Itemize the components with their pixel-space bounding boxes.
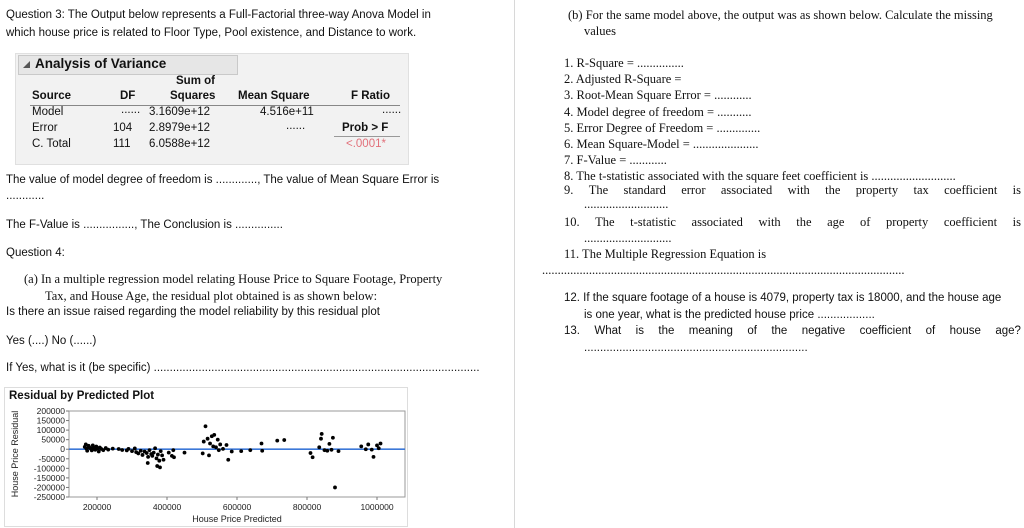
anova-title-bar[interactable] (18, 55, 238, 75)
item13-word: age? (995, 325, 1021, 337)
header-df: DF (120, 90, 136, 102)
row-model-df: ...... (121, 104, 141, 116)
residual-point (160, 453, 164, 457)
item13-word: meaning (688, 325, 733, 337)
item9-blank: ........................... (584, 197, 669, 211)
plot-frame (69, 411, 405, 497)
item9-word: coefficient (944, 183, 998, 197)
item13-line (564, 325, 1021, 337)
residual-point (282, 438, 286, 442)
residual-point (239, 449, 243, 453)
item13-word: the (658, 325, 675, 337)
item10-word: the (796, 215, 812, 229)
item13-word: house (949, 325, 981, 337)
q4-if-yes: If Yes, what is it (be specific) ...................................................................................................... (6, 362, 480, 374)
item12-line1: 12. If the square footage of a house is 4079, property tax is 18000, and the house age (564, 292, 1002, 304)
item9-word: property (855, 183, 899, 197)
q3-mse-blank: ............ (6, 190, 45, 202)
item9-word: error (681, 183, 706, 197)
item13-word: 13. (564, 325, 580, 337)
header-rule (30, 105, 400, 106)
y-tick-label: -100000 (33, 463, 65, 474)
item9-word: associated (720, 183, 773, 197)
y-tick-label: -200000 (33, 482, 65, 493)
residual-point (260, 449, 264, 453)
item10-word: of (859, 215, 871, 229)
residual-point (319, 437, 323, 441)
residual-point (106, 448, 110, 452)
row-model-f: ...... (382, 104, 402, 116)
item13-word: coefficient (859, 325, 912, 337)
item13-word: the (771, 325, 788, 337)
residual-point (230, 450, 234, 454)
item10-blank: ............................ (584, 231, 672, 245)
x-tick-label: 600000 (222, 502, 252, 512)
item11-text: 11. The Multiple Regression Equation is (564, 247, 767, 261)
q3-fvalue-line: The F-Value is ................, The Conclusion is ............... (6, 219, 283, 231)
residual-point (141, 453, 145, 457)
residual-point (330, 448, 334, 452)
header-f-ratio: F Ratio (351, 90, 390, 102)
residual-point (325, 449, 329, 453)
residual-point (208, 442, 212, 446)
q4-heading: Question 4: (6, 247, 65, 259)
anova-table (15, 53, 409, 165)
residual-point (167, 451, 171, 455)
residual-point (117, 447, 121, 451)
b-intro-line1: (b) For the same model above, the output was as shown below. Calculate the missing (568, 8, 993, 22)
item9-word: tax (913, 183, 929, 197)
y-tick-label: 100000 (36, 425, 65, 436)
residual-point (202, 440, 206, 444)
b-item-8: 8. The t-statistic associated with the square feet coefficient is ........................... (564, 169, 956, 184)
item10-word: t-statistic (630, 215, 676, 229)
b-intro-line2: values (584, 24, 616, 38)
residual-point (311, 455, 315, 459)
residual-point (217, 448, 221, 452)
residual-point (201, 452, 205, 456)
item10-word: 10. (564, 215, 580, 229)
row-total-df: 111 (113, 138, 131, 150)
residual-point (111, 447, 115, 451)
residual-point (214, 445, 218, 449)
b-item-4: 4. Model degree of freedom = ........... (564, 104, 752, 119)
residual-plot (5, 388, 407, 526)
residual-point (130, 449, 134, 453)
item13-word: of (925, 325, 936, 337)
residual-point (333, 486, 337, 490)
residual-point (207, 453, 211, 457)
anova-title: Analysis of Variance (35, 56, 167, 71)
row-total-source: C. Total (32, 138, 71, 150)
header-source: Source (32, 90, 71, 102)
y-axis-label: House Price Residual (10, 410, 20, 498)
residual-point (260, 442, 264, 446)
residual-point (377, 446, 381, 450)
item9-line (564, 183, 1021, 198)
q3-df-mse-line: The value of model degree of freedom is ............., The value of Mean Square Error is (6, 174, 440, 186)
residual-point (120, 448, 124, 452)
item13-blank: ...................................................................... (584, 342, 808, 354)
residual-point (364, 447, 368, 451)
residual-point (150, 454, 154, 458)
row-model-ms: 4.516e+11 (260, 106, 314, 118)
row-error-ss: 2.8979e+12 (149, 122, 211, 134)
disclosure-triangle-icon[interactable] (23, 61, 30, 68)
row-error-ms: ...... (286, 120, 306, 132)
item10-word: with (758, 215, 781, 229)
residual-point (320, 432, 324, 436)
residual-point (133, 447, 137, 451)
q4-issue: Is there an issue raised regarding the model reliability by this residual plot (6, 306, 380, 318)
residual-point (85, 449, 89, 453)
y-tick-label: -150000 (33, 472, 65, 483)
item10-word: is (1012, 215, 1021, 229)
item10-word: associated (691, 215, 743, 229)
x-tick-label: 200000 (82, 502, 112, 512)
residual-point (152, 451, 156, 455)
item13-word: is (635, 325, 644, 337)
x-axis-label: House Price Predicted (192, 514, 282, 524)
row-error-df: 104 (113, 122, 133, 134)
residual-point (328, 442, 332, 446)
item9-word: standard (623, 183, 666, 197)
residual-point (248, 448, 252, 452)
residual-point (275, 439, 279, 443)
row-model-ss: 3.1609e+12 (149, 106, 211, 118)
residual-point (309, 451, 313, 455)
residual-point (331, 436, 335, 440)
b-item-1: 1. R-Square = ............... (564, 56, 684, 70)
residual-point (159, 449, 163, 453)
residual-point (204, 424, 208, 428)
prob-rule (334, 136, 400, 137)
residual-point (359, 444, 363, 448)
residual-point (145, 451, 149, 455)
residual-point (153, 446, 157, 450)
item13-word: What (594, 325, 622, 337)
b-item-2: 2. Adjusted R-Square = (564, 72, 682, 87)
q4-a-line1: (a) In a multiple regression model relating House Price to Square Footage, Property (24, 272, 443, 286)
item9-word: 9. (564, 183, 574, 197)
residual-point (372, 455, 376, 459)
residual-point (171, 448, 175, 452)
item11-blank: .................................................................................................................... (542, 263, 905, 277)
residual-point (218, 443, 222, 447)
b-item-6: 6. Mean Square-Model = ..................... (564, 137, 759, 151)
q4-a-line2: Tax, and House Age, the residual plot obtained is as shown below: (45, 289, 378, 303)
b-item-5: 5. Error Degree of Freedom = .............. (564, 120, 761, 135)
y-tick-label: -250000 (33, 492, 65, 502)
y-tick-label: 0 (60, 444, 65, 455)
x-tick-label: 400000 (152, 502, 182, 512)
residual-point (157, 459, 161, 463)
y-tick-label: 200000 (36, 406, 65, 416)
item10-word: The (595, 215, 615, 229)
header-squares: Squares (170, 90, 216, 102)
residual-point (225, 443, 229, 447)
q3-text-line2: which house price is related to Floor Type, Pool existence, and Distance to work. (6, 27, 417, 39)
plot-title: Residual by Predicted Plot (9, 390, 155, 402)
residual-point (183, 451, 187, 455)
residual-point (146, 461, 150, 465)
y-tick-label: -50000 (38, 453, 65, 464)
item10-word: age (827, 215, 845, 229)
header-mean-square: Mean Square (238, 90, 310, 102)
residual-point (139, 449, 143, 453)
residual-point (366, 443, 370, 447)
y-tick-label: 50000 (41, 434, 65, 445)
residual-point (172, 455, 176, 459)
item13-word: of (747, 325, 757, 337)
residual-point (206, 437, 210, 441)
residual-point (370, 448, 374, 452)
header-sum-of: Sum of (176, 75, 215, 87)
b-item-7: 7. F-Value = ............ (564, 153, 667, 168)
item10-word: property (885, 215, 929, 229)
item9-word: with (787, 183, 810, 197)
residual-point (221, 447, 225, 451)
x-tick-label: 800000 (292, 502, 322, 512)
prob-f-label: Prob > F (342, 122, 389, 134)
item13-word: negative (801, 325, 846, 337)
p-value: <.0001* (346, 138, 386, 150)
row-total-ss: 6.0588e+12 (149, 138, 211, 150)
residual-point (146, 455, 150, 459)
item12-line2: is one year, what is the predicted house price .................. (584, 309, 875, 321)
residual-point (317, 445, 321, 449)
residual-point (127, 447, 131, 451)
item10-word: coefficient (943, 215, 998, 229)
residual-plot-panel (4, 387, 408, 527)
x-tick-label: 1000000 (360, 502, 394, 512)
item9-word: The (588, 183, 609, 197)
item10-line (564, 215, 1021, 230)
y-tick-label: 150000 (36, 415, 65, 426)
q3-text-line1: Question 3: The Output below represents a Full-Factorial three-way Anova Model in (6, 9, 431, 21)
item9-word: is (1012, 183, 1021, 197)
b-item-3: 3. Root-Mean Square Error = ............ (564, 88, 752, 103)
item9-word: the (825, 183, 841, 197)
residual-point (158, 465, 162, 469)
q4-yes-no: Yes (....) No (......) (6, 335, 97, 347)
column-divider (514, 0, 515, 528)
residual-point (156, 453, 160, 457)
residual-point (162, 458, 166, 462)
residual-point (216, 438, 220, 442)
residual-point (212, 433, 216, 437)
residual-point (379, 442, 383, 446)
row-error-source: Error (32, 122, 58, 134)
residual-point (226, 458, 230, 462)
row-model-source: Model (32, 106, 64, 118)
residual-point (148, 448, 152, 452)
residual-point (337, 449, 341, 453)
